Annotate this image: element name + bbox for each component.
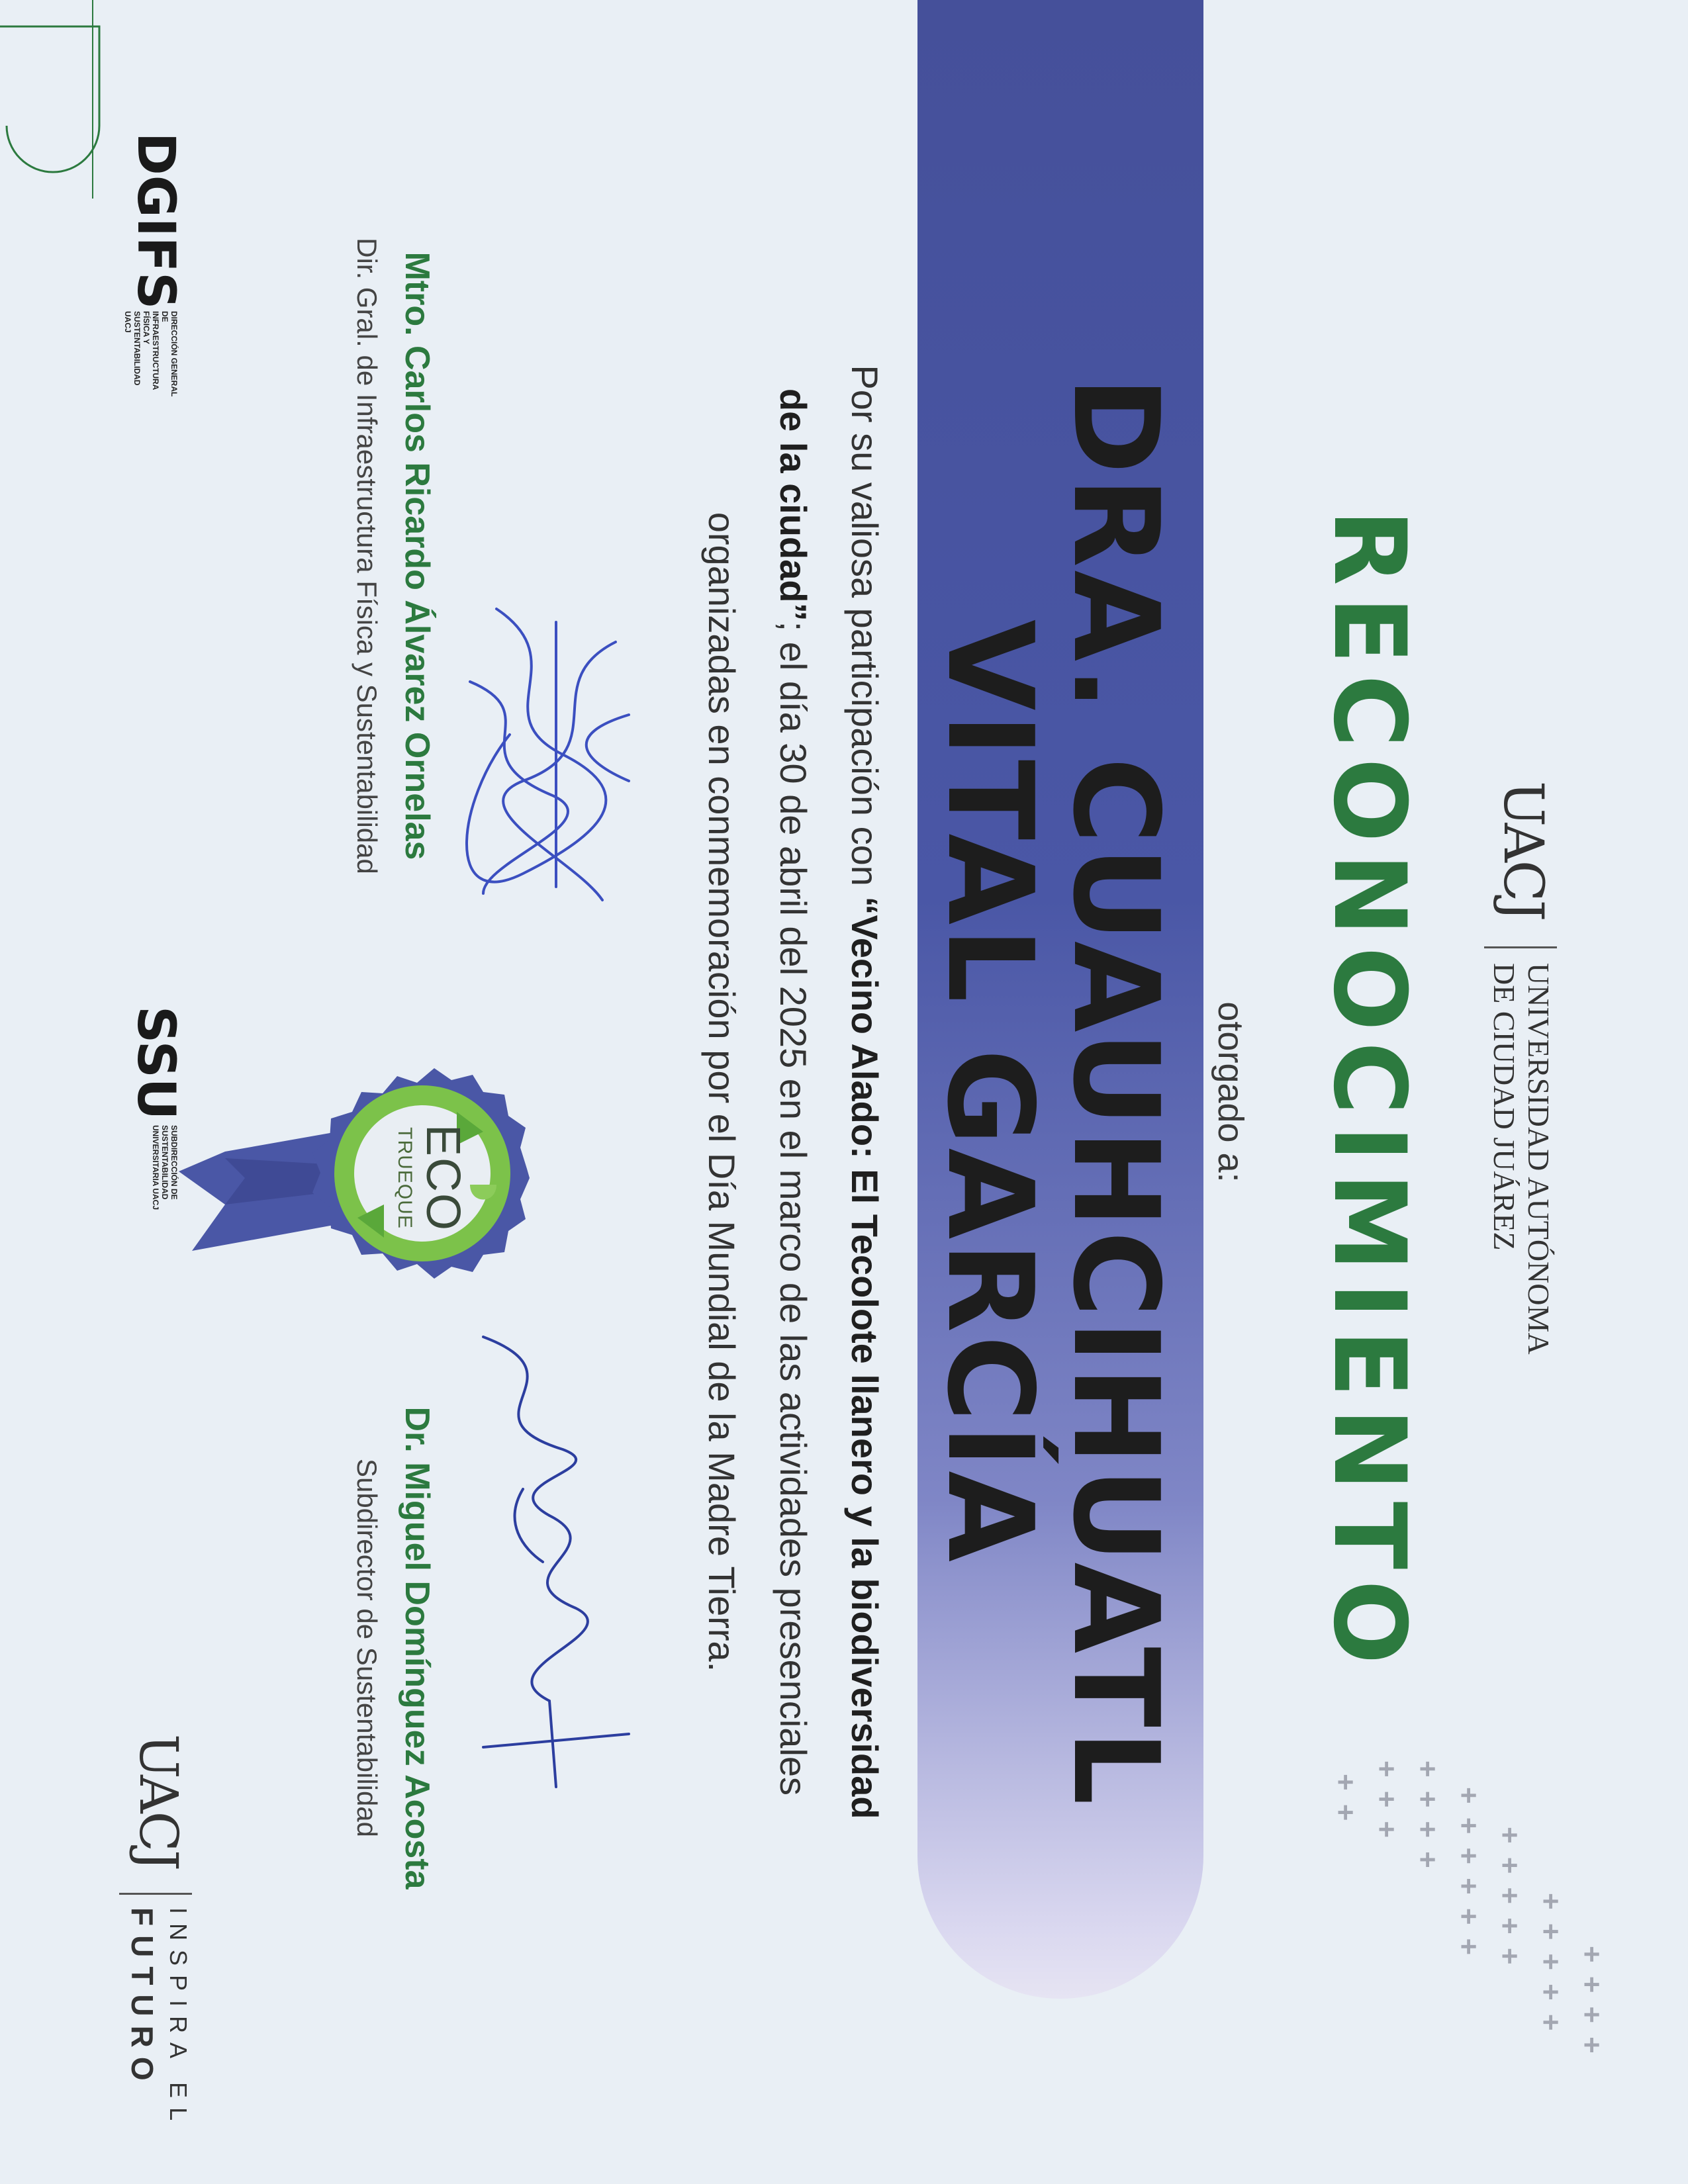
uacj-footer-mark: UACJ <box>128 1734 189 1870</box>
signatory-dominguez <box>351 1317 437 1979</box>
uacj-header-logo <box>1476 781 1562 1377</box>
eco-trueque-seal <box>179 993 536 1363</box>
logo-divider <box>1484 946 1557 948</box>
awarded-to-label: otorgado a: <box>1211 1001 1250 1183</box>
certificate-title: RECONOCIMIENTO <box>1311 509 1427 1675</box>
dgifs-logo-caption: DIRECCIÓN GENERAL DE INFRAESTRUCTURA FÍSICA Y SUSTENTABILIDAD UACJ <box>123 311 179 397</box>
ssu-logo-caption: SUBDIRECCIÓN DE SUSTENTABILIDAD UNIVERSITARIA UACJ <box>151 1125 179 1210</box>
body-suffix: ; el día 30 de abril del 2025 en el marco de las actividades presenciales organizadas en conmemoración por el Día Mundial de la Madre Tierra. <box>701 512 814 1796</box>
seal-label-trueque: TRUEQUE <box>394 1127 416 1229</box>
tagline-futuro: FUTURO <box>125 1907 160 2090</box>
recipient-name-line1: DRA. CUAUHCIHUATL <box>1047 376 1184 1808</box>
seal-label <box>393 1099 470 1257</box>
university-name-line2: DE CIUDAD JUÁREZ <box>1487 963 1521 1251</box>
signatory-role-alvarez: Dir. Gral. de Infraestructura Física y Sustentabilidad <box>352 238 383 874</box>
ssu-logo <box>113 1006 185 1297</box>
recipient-name-line2: VITAL GARCÍA <box>921 619 1058 1565</box>
footer-logo-divider <box>119 1893 192 1895</box>
signatory-name-dominguez: Dr. Miguel Domínguez Acosta <box>398 1406 436 1889</box>
event-title: “Vecino Alado: El Tecolote llanero y la biodiversidad de la ciudad” <box>773 388 886 1819</box>
signature-dominguez <box>444 1324 655 1800</box>
seal-ribbon-rosette <box>179 993 536 1363</box>
dgifs-logo-mark: DGIFS <box>126 132 185 310</box>
tagline-inspira: INSPIRA EL <box>165 1907 192 2130</box>
recipient-name <box>921 298 1184 1886</box>
signatory-name-alvarez: Mtro. Carlos Ricardo Álvarez Ornelas <box>398 251 436 860</box>
body-prefix: Por su valiosa participación con <box>844 365 886 897</box>
university-name-line1: UNIVERSIDAD AUTÓNOMA <box>1522 963 1556 1355</box>
decorative-plus-pattern: ++++ +++++ +++++ ++++++ ++++ +++ ++ <box>1329 1760 1608 2054</box>
uacj-logo-mark: UACJ <box>1491 781 1554 920</box>
ssu-logo-mark: SSU <box>126 1006 185 1120</box>
signatory-alvarez <box>351 132 437 979</box>
uacj-footer-logo <box>113 1734 199 2164</box>
signatory-role-dominguez: Subdirector de Sustentabilidad <box>352 1458 383 1838</box>
dgifs-logo <box>113 132 185 609</box>
seal-label-eco: ECO <box>416 1124 469 1232</box>
signature-alvarez <box>430 582 655 927</box>
certificate-body <box>686 351 900 1833</box>
